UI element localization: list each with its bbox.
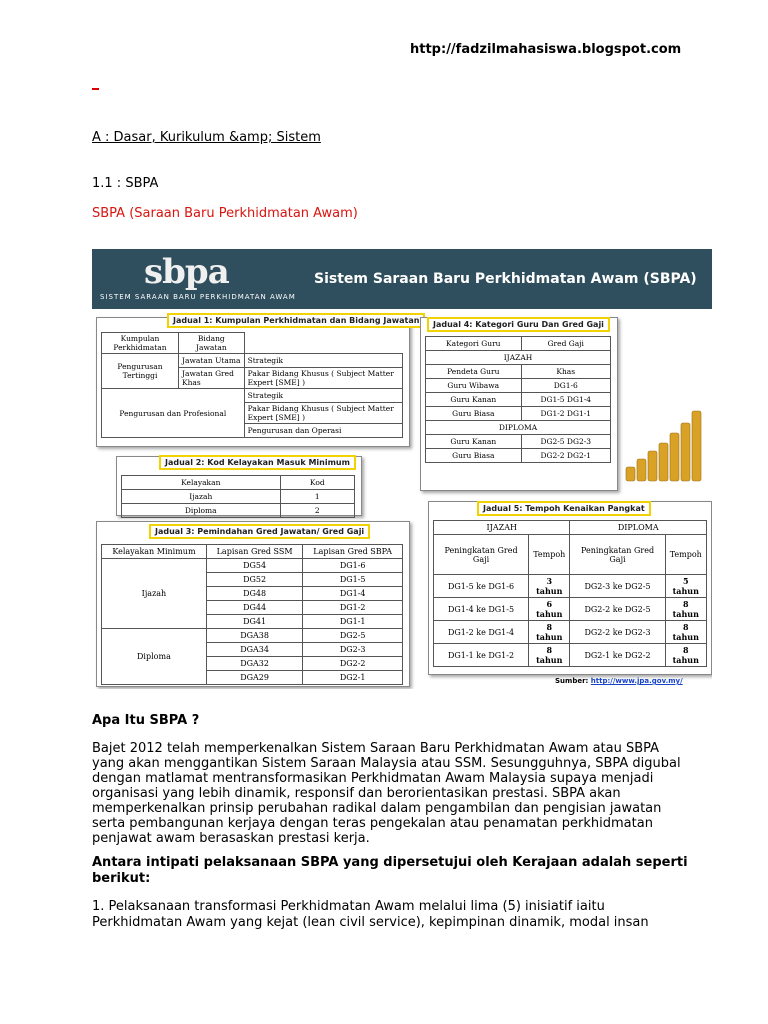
j4-cell: Pendeta Guru	[426, 365, 522, 379]
subsection-title: 1.1 : SBPA	[92, 176, 159, 191]
j3-cell: DG1-1	[303, 615, 403, 629]
j5-cell: DG1-2 ke DG1-4	[434, 621, 529, 644]
jadual-1-table	[101, 332, 403, 438]
j5-subheader: Peningkatan Gred Gaji	[570, 535, 665, 575]
jadual-5-label: Jadual 5: Tempoh Kenaikan Pangkat	[477, 501, 651, 516]
j2-header: Kod	[280, 476, 354, 490]
j4-cell: DG2-5 DG2-3	[521, 435, 610, 449]
j2-cell: Ijazah	[122, 490, 281, 504]
apa-itu-heading: Apa Itu SBPA ?	[92, 713, 200, 728]
j5-cell: DG2-2 ke DG2-5	[570, 598, 665, 621]
red-dash	[92, 88, 99, 90]
j5-cell: 8 tahun	[665, 621, 706, 644]
j3-cell: DG48	[206, 587, 302, 601]
jadual-4-panel	[420, 317, 618, 491]
j5-subheader: Tempoh	[665, 535, 706, 575]
j4-section: IJAZAH	[426, 351, 611, 365]
j3-cell: DGA38	[206, 629, 302, 643]
jadual-2-panel	[116, 456, 362, 516]
j5-cell: DG2-1 ke DG2-2	[570, 644, 665, 667]
j3-cell: DG1-2	[303, 601, 403, 615]
j1-cell: Pakar Bidang Khusus ( Subject Matter Expert [SME] )	[244, 368, 402, 389]
j1-group: Pengurusan Tertinggi	[102, 354, 179, 389]
j5-cell: DG2-3 ke DG2-5	[570, 575, 665, 598]
j3-cell: DG2-5	[303, 629, 403, 643]
j1-cell: Jawatan Gred Khas	[179, 368, 245, 389]
j1-cell: Strategik	[244, 354, 402, 368]
jadual-5-panel	[428, 501, 712, 675]
j3-cell: DG1-5	[303, 573, 403, 587]
jadual-4-label: Jadual 4: Kategori Guru Dan Gred Gaji	[427, 317, 610, 332]
section-title: A : Dasar, Kurikulum &amp; Sistem	[92, 130, 321, 145]
j3-cell: DGA32	[206, 657, 302, 671]
jadual-3-panel	[96, 521, 410, 687]
j4-cell: Guru Kanan	[426, 393, 522, 407]
j4-cell: Guru Kanan	[426, 435, 522, 449]
j3-cell: DGA34	[206, 643, 302, 657]
j2-header: Kelayakan	[122, 476, 281, 490]
source-note	[555, 677, 683, 685]
j5-cell: 6 tahun	[529, 598, 570, 621]
j3-cell: DGA29	[206, 671, 302, 685]
j3-cell: DG41	[206, 615, 302, 629]
jadual-1-panel	[96, 316, 420, 447]
j5-cell: 8 tahun	[665, 598, 706, 621]
j1-group: Pengurusan dan Profesional	[102, 389, 245, 438]
infographic-banner	[92, 249, 712, 309]
j3-cell: DG54	[206, 559, 302, 573]
j5-subheader: Tempoh	[529, 535, 570, 575]
j5-cell: DG2-2 ke DG2-3	[570, 621, 665, 644]
j4-section: DIPLOMA	[426, 421, 611, 435]
source-label: Sumber:	[555, 677, 589, 685]
j4-cell: Khas	[521, 365, 610, 379]
jadual-2-label: Jadual 2: Kod Kelayakan Masuk Minimum	[159, 455, 356, 470]
j3-cell: DG1-4	[303, 587, 403, 601]
intro-paragraph: Bajet 2012 telah memperkenalkan Sistem Saraan Baru Perkhidmatan Awam atau SBPA yang akan menggantikan Sistem Saraan Malaysia atau SSM. Sesungguhnya, SBPA digubal dengan matlamat mentransformasikan Perkhidmatan Awam Malaysia supaya menjadi organisasi yang lebih dinamik, responsif dan berorientasikan prestasi. SBPA akan memperkenalkan prinsip perubahan radikal dalam pengambilan dan pengisian jawatan serta pembangunan kerjaya dengan teras pengekalan atau penamatan perkhidmatan penjawat awam berasaskan prestasi kerja.	[92, 741, 681, 846]
j3-cell: DG2-3	[303, 643, 403, 657]
j1-cell: Jawatan Utama	[179, 354, 245, 368]
j5-cell: DG1-1 ke DG1-2	[434, 644, 529, 667]
j3-header: Kelayakan Minimum	[102, 545, 207, 559]
j4-cell: DG2-2 DG2-1	[521, 449, 610, 463]
sbpa-infographic	[92, 249, 712, 689]
j5-cell: 8 tahun	[665, 644, 706, 667]
blog-url[interactable]: http://fadzilmahasiswa.blogspot.com	[410, 42, 682, 57]
j4-header: Gred Gaji	[521, 337, 610, 351]
j4-cell: DG1-5 DG1-4	[521, 393, 610, 407]
j2-cell: 1	[280, 490, 354, 504]
jadual-1-label: Jadual 1: Kumpulan Perkhidmatan dan Bidang Jawatan	[167, 313, 425, 328]
j4-cell: Guru Biasa	[426, 449, 522, 463]
jadual-4-table	[425, 336, 611, 463]
j2-cell: Diploma	[122, 504, 281, 518]
j3-header: Lapisan Gred SSM	[206, 545, 302, 559]
j1-cell: Strategik	[244, 389, 402, 403]
source-link[interactable]: http://www.jpa.gov.my/	[590, 677, 683, 685]
j4-cell: Guru Biasa	[426, 407, 522, 421]
j4-header: Kategori Guru	[426, 337, 522, 351]
j3-cell: DG1-6	[303, 559, 403, 573]
j1-cell: Pengurusan dan Operasi	[244, 424, 402, 438]
j3-cell: DG2-2	[303, 657, 403, 671]
point-1-paragraph: 1. Pelaksanaan transformasi Perkhidmatan Awam melalui lima (5) inisiatif iaitu Perkhidmatan Awam yang kejat (lean civil service), kepimpinan dinamik, modal insan	[92, 899, 649, 930]
j5-cell: 5 tahun	[665, 575, 706, 598]
jadual-3-label: Jadual 3: Pemindahan Gred Jawatan/ Gred Gaji	[149, 524, 370, 539]
j3-cell: DG44	[206, 601, 302, 615]
j3-group: Ijazah	[102, 559, 207, 629]
j5-section: IJAZAH	[434, 521, 570, 535]
jadual-5-table	[433, 520, 707, 667]
j5-section: DIPLOMA	[570, 521, 707, 535]
sbpa-heading: SBPA (Saraan Baru Perkhidmatan Awam)	[92, 206, 358, 221]
j4-cell: DG1-6	[521, 379, 610, 393]
j1-header: Bidang Jawatan	[179, 333, 245, 354]
banner-title: Sistem Saraan Baru Perkhidmatan Awam (SBPA)	[314, 271, 697, 287]
j3-cell: DG52	[206, 573, 302, 587]
jadual-2-table	[121, 475, 355, 518]
j5-cell: DG1-5 ke DG1-6	[434, 575, 529, 598]
j1-header: Kumpulan Perkhidmatan	[102, 333, 179, 354]
j3-group: Diploma	[102, 629, 207, 685]
antara-heading: Antara intipati pelaksanaan SBPA yang dipersetujui oleh Kerajaan adalah seperti berikut:	[92, 855, 688, 886]
j3-cell: DG2-1	[303, 671, 403, 685]
jadual-3-table	[101, 544, 403, 685]
j3-header: Lapisan Gred SBPA	[303, 545, 403, 559]
coins-stack-icon	[622, 407, 710, 482]
j5-cell: 8 tahun	[529, 644, 570, 667]
logo-subtitle: SISTEM SARAAN BARU PERKHIDMATAN AWAM	[100, 293, 296, 301]
j2-cell: 2	[280, 504, 354, 518]
sbpa-logo: sbpa	[144, 252, 229, 292]
j1-cell: Pakar Bidang Khusus ( Subject Matter Expert [SME] )	[244, 403, 402, 424]
j5-cell: 8 tahun	[529, 621, 570, 644]
j5-cell: DG1-4 ke DG1-5	[434, 598, 529, 621]
j5-cell: 3 tahun	[529, 575, 570, 598]
j4-cell: Guru Wibawa	[426, 379, 522, 393]
j5-subheader: Peningkatan Gred Gaji	[434, 535, 529, 575]
j4-cell: DG1-2 DG1-1	[521, 407, 610, 421]
